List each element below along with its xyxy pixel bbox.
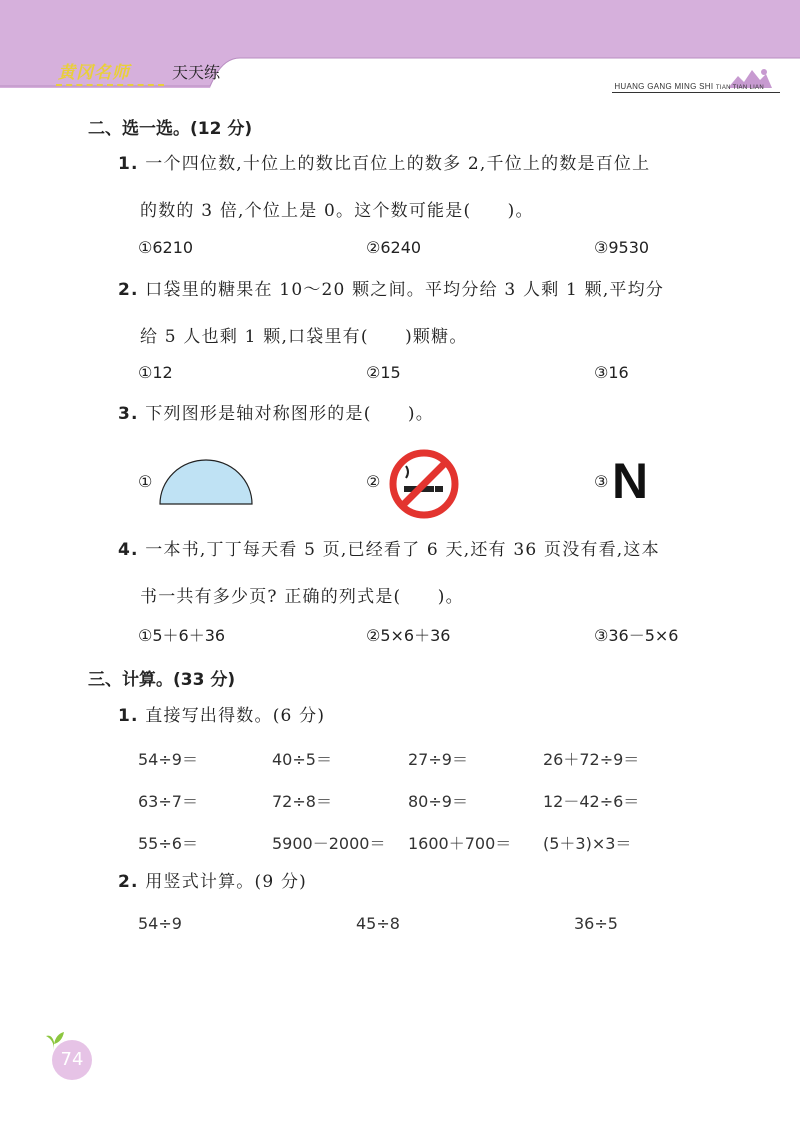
section3-title: 三、计算。(33 分) bbox=[88, 670, 236, 690]
option-mark: ① bbox=[138, 238, 153, 257]
page-header bbox=[0, 0, 800, 92]
option-mark: ① bbox=[138, 626, 153, 645]
q3-number: 3. bbox=[118, 404, 139, 424]
option-value: 15 bbox=[380, 363, 401, 382]
q1-option-3 bbox=[594, 238, 649, 257]
q2-option-2 bbox=[366, 363, 401, 382]
calc-item: 40÷5＝ bbox=[272, 750, 332, 769]
option-value: 6210 bbox=[152, 238, 194, 257]
calc-item: 72÷8＝ bbox=[272, 792, 332, 811]
q2-option-3 bbox=[594, 363, 629, 382]
p1-number: 1. bbox=[118, 706, 139, 726]
option-mark: ② bbox=[366, 363, 381, 382]
pinyin-main: HUANG GANG MING SHI bbox=[614, 82, 714, 91]
series-title: 天天练 bbox=[172, 63, 221, 82]
q1-line2: 的数的 3 倍,个位上是 0。这个数可能是( )。 bbox=[140, 201, 534, 221]
p2-title: 用竖式计算。(9 分) bbox=[145, 872, 307, 892]
option-value: 36－5×6 bbox=[608, 626, 679, 645]
calc-item: 54÷9＝ bbox=[138, 750, 198, 769]
option-mark: ② bbox=[366, 626, 381, 645]
letter-n-figure: N bbox=[612, 453, 649, 509]
vertical-calc-item: 54÷9 bbox=[138, 914, 182, 933]
option-value: 12 bbox=[152, 363, 173, 382]
q4-option-2 bbox=[366, 623, 450, 646]
header-pinyin bbox=[614, 82, 764, 91]
q1-option-1 bbox=[138, 238, 193, 257]
brand-underline bbox=[56, 84, 164, 88]
option-mark: ③ bbox=[594, 363, 609, 382]
q3-mark-2: ② bbox=[366, 472, 381, 491]
option-value: 5＋6＋36 bbox=[152, 626, 226, 645]
option-value: 9530 bbox=[608, 238, 650, 257]
page-number: 74 bbox=[52, 1040, 92, 1080]
q2-text-1: 口袋里的糖果在 10～20 颗之间。平均分给 3 人剩 1 颗,平均分 bbox=[145, 280, 665, 300]
no-smoking-icon bbox=[388, 448, 460, 520]
q4-number: 4. bbox=[118, 540, 139, 560]
q4-line1 bbox=[118, 542, 660, 559]
section2-title: 二、选一选。(12 分) bbox=[88, 119, 253, 139]
calc-item: 26＋72÷9＝ bbox=[543, 750, 640, 769]
q1-option-2 bbox=[366, 238, 421, 257]
q1-number: 1. bbox=[118, 154, 139, 174]
p1-title-line bbox=[118, 708, 325, 725]
calc-item: 55÷6＝ bbox=[138, 834, 198, 853]
q3-mark-1: ① bbox=[138, 472, 153, 491]
q1-line1 bbox=[118, 156, 650, 173]
option-value: 16 bbox=[608, 363, 629, 382]
q4-option-3 bbox=[594, 623, 678, 646]
calc-item: 5900－2000＝ bbox=[272, 834, 386, 853]
calc-item: 12－42÷6＝ bbox=[543, 792, 640, 811]
q2-option-1 bbox=[138, 363, 173, 382]
option-mark: ③ bbox=[594, 238, 609, 257]
q3-text-1: 下列图形是轴对称图形的是( )。 bbox=[145, 404, 434, 424]
p1-title: 直接写出得数。(6 分) bbox=[145, 706, 326, 726]
calc-item: 80÷9＝ bbox=[408, 792, 468, 811]
vertical-calc-item: 45÷8 bbox=[356, 914, 400, 933]
p2-title-line bbox=[118, 874, 307, 891]
calc-item: 63÷7＝ bbox=[138, 792, 198, 811]
calc-item: 1600＋700＝ bbox=[408, 834, 512, 853]
calc-item: (5＋3)×3＝ bbox=[543, 834, 632, 853]
q3-line1 bbox=[118, 406, 434, 423]
option-mark: ② bbox=[366, 238, 381, 257]
option-value: 5×6＋36 bbox=[380, 626, 451, 645]
q3-mark-3: ③ bbox=[594, 472, 609, 491]
option-mark: ① bbox=[138, 363, 153, 382]
calc-item: 27÷9＝ bbox=[408, 750, 468, 769]
p2-number: 2. bbox=[118, 872, 139, 892]
vertical-calc-item: 36÷5 bbox=[574, 914, 618, 933]
q2-number: 2. bbox=[118, 280, 139, 300]
header-rule bbox=[612, 92, 780, 93]
q1-text-1: 一个四位数,十位上的数比百位上的数多 2,千位上的数是百位上 bbox=[145, 154, 651, 174]
q2-line2: 给 5 人也剩 1 颗,口袋里有( )颗糖。 bbox=[140, 327, 468, 347]
pinyin-small: TIAN TIAN LIAN bbox=[715, 85, 764, 91]
brand-logo: 黄冈名师 bbox=[58, 63, 130, 83]
q4-line2: 书一共有多少页? 正确的列式是( )。 bbox=[140, 587, 464, 607]
q4-text-1: 一本书,丁丁每天看 5 页,已经看了 6 天,还有 36 页没有看,这本 bbox=[145, 540, 660, 560]
semicircle-figure bbox=[158, 458, 254, 506]
option-mark: ③ bbox=[594, 626, 609, 645]
option-value: 6240 bbox=[380, 238, 422, 257]
q4-option-1 bbox=[138, 623, 225, 646]
q2-line1 bbox=[118, 282, 664, 299]
